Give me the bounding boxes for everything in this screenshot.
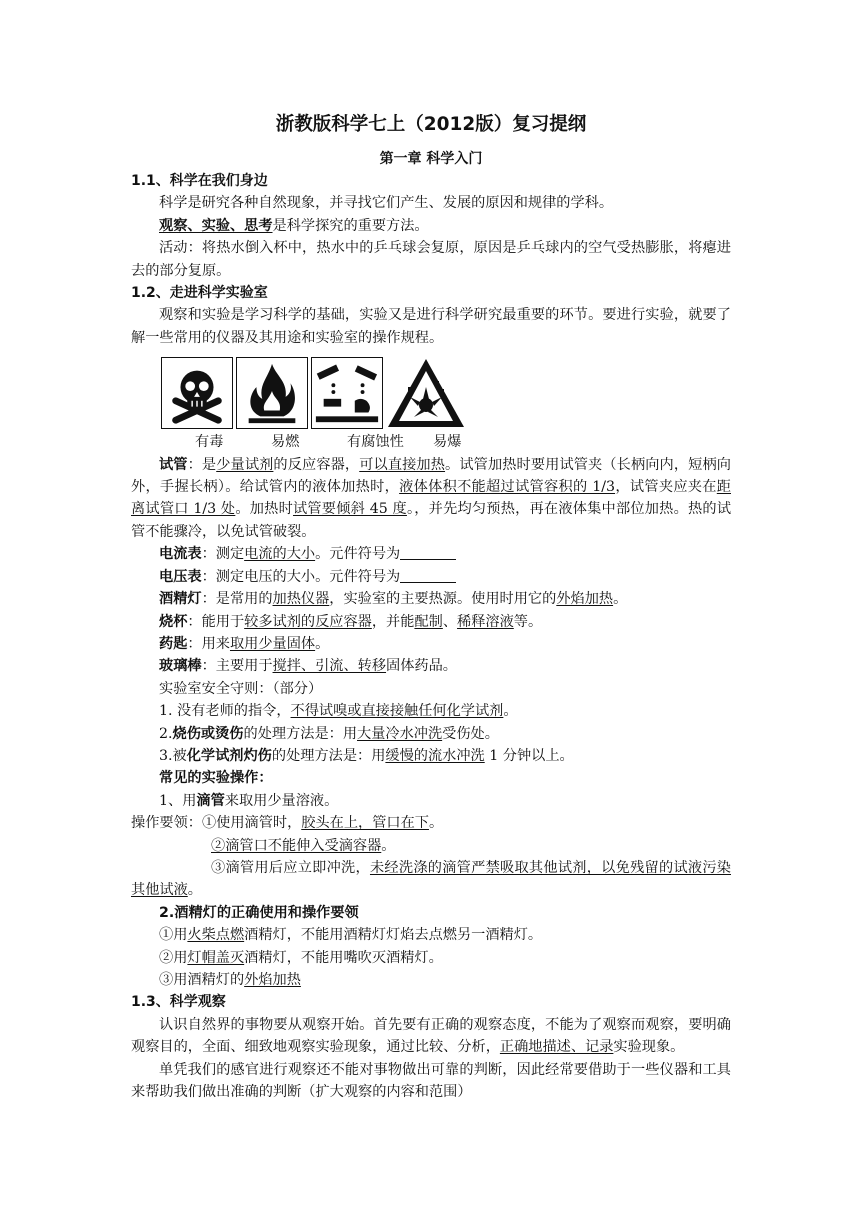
paragraph: 活动：将热水倒入杯中，热水中的乒乓球会复原，原因是乒乓球内的空气受热膨胀，将瘪进去的部分复原。 — [131, 240, 731, 279]
caption-corrosive: 有腐蚀性 — [347, 434, 404, 451]
lamp-rule-1: ①用火柴点燃酒精灯，不能用酒精灯灯焰去点燃另一酒精灯。 — [159, 927, 543, 944]
lamp-rule-3: ③用酒精灯的外焰加热 — [159, 972, 301, 988]
voltmeter-line: 电压表：测定电压的大小。元件符号为 — [131, 566, 731, 588]
dropper-requirement-1: 操作要领：①使用滴管时，胶头在上，管口在下。 — [131, 815, 444, 832]
hazard-captions — [131, 431, 731, 453]
blank-line — [400, 568, 456, 583]
paragraph: 科学是研究各种自然现象，并寻找它们产生、发展的原因和规律的学科。 — [159, 195, 614, 212]
hazard-icons — [161, 357, 731, 429]
lamp-rule-2: ②用灯帽盖灭酒精灯，不能用嘴吹灭酒精灯。 — [159, 949, 443, 966]
glass-rod-line: 玻璃棒：主要用于搅拌、引流、转移固体药品。 — [159, 658, 457, 675]
explosive-icon — [386, 357, 466, 429]
paragraph: 观察、实验、思考是科学探究的重要方法。 — [159, 217, 429, 234]
caption-flammable: 易燃 — [271, 434, 300, 451]
beaker-line: 烧杯：能用于较多试剂的反应容器，并能配制、稀释溶液等。 — [159, 613, 543, 630]
flame-icon — [236, 357, 308, 429]
skull-crossbones-icon — [161, 357, 233, 429]
blank-line — [400, 545, 456, 560]
caption-explosive: 易爆 — [433, 434, 462, 451]
section-heading-1-2: 1.2、走进科学实验室 — [131, 285, 268, 302]
dropper-requirement-3: ③滴管用后应立即冲洗，未经洗涤的滴管严禁吸取其他试剂，以免残留的试液污染其他试液。 — [131, 859, 731, 899]
paragraph: 观察和实验是学习科学的基础，实验又是进行科学研究最重要的环节。要进行实验，就要了解一些常用的仪器及其用途和实验室的操作规程。 — [131, 307, 731, 346]
safety-rule-2: 2.烧伤或烫伤的处理方法是：用大量冷水冲洗受伤处。 — [159, 725, 499, 742]
test-tube-paragraph: 试管：是少量试剂的反应容器，可以直接加热。试管加热时要用试管夹（长柄向内，短柄向外，手握长柄）。给试管内的液体加热时，液体体积不能超过试管容积的 1/3，试管夹应夹在距离试管口 1/3 处。加热时试管要倾斜 45 度。，并先均匀预热，再在液体集中部位加热。热的试管不能骤冷，以免试管破裂。 — [131, 456, 732, 540]
dropper-line: 1、用滴管来取用少量溶液。 — [159, 792, 339, 809]
alcohol-lamp-line: 酒精灯：是常用的加热仪器，实验室的主要热源。使用时用它的外焰加热。 — [159, 591, 628, 608]
alcohol-lamp-heading: 2.酒精灯的正确使用和操作要领 — [159, 904, 359, 921]
section-heading-1-1: 1.1、科学在我们身边 — [131, 173, 268, 189]
corrosive-icon — [311, 357, 383, 429]
document-title: 浙教版科学七上（2012版）复习提纲 — [275, 114, 587, 135]
chapter-heading: 第一章 科学入门 — [379, 151, 483, 167]
dropper-requirement-2: ②滴管口不能伸入受滴容器。 — [211, 837, 396, 854]
safety-rules-heading: 实验室安全守则：（部分） — [159, 680, 323, 697]
safety-rule-1: 1. 没有老师的指令，不得试嗅或直接接触任何化学试剂。 — [159, 703, 518, 720]
caption-toxic: 有毒 — [195, 434, 224, 451]
paragraph: 认识自然界的事物要从观察开始。首先要有正确的观察态度，不能为了观察而观察，要明确观察目的，全面、细致地观察实验现象，通过比较、分析，正确地描述、记录实验现象。 — [131, 1016, 731, 1056]
safety-rule-3: 3.被化学试剂灼伤的处理方法是：用缓慢的流水冲洗 1 分钟以上。 — [159, 747, 574, 764]
paragraph: 单凭我们的感官进行观察还不能对事物做出可靠的判断，因此经常要借助于一些仪器和工具来帮助我们做出准确的判断（扩大观察的内容和范围） — [131, 1061, 731, 1101]
spoon-line: 药匙：用来取用少量固体。 — [159, 635, 330, 652]
section-heading-1-3: 1.3、科学观察 — [131, 994, 226, 1011]
document-page — [131, 110, 731, 1103]
common-operations-heading: 常见的实验操作： — [159, 770, 273, 787]
ammeter-line: 电流表：测定电流的大小。元件符号为 — [131, 543, 731, 565]
